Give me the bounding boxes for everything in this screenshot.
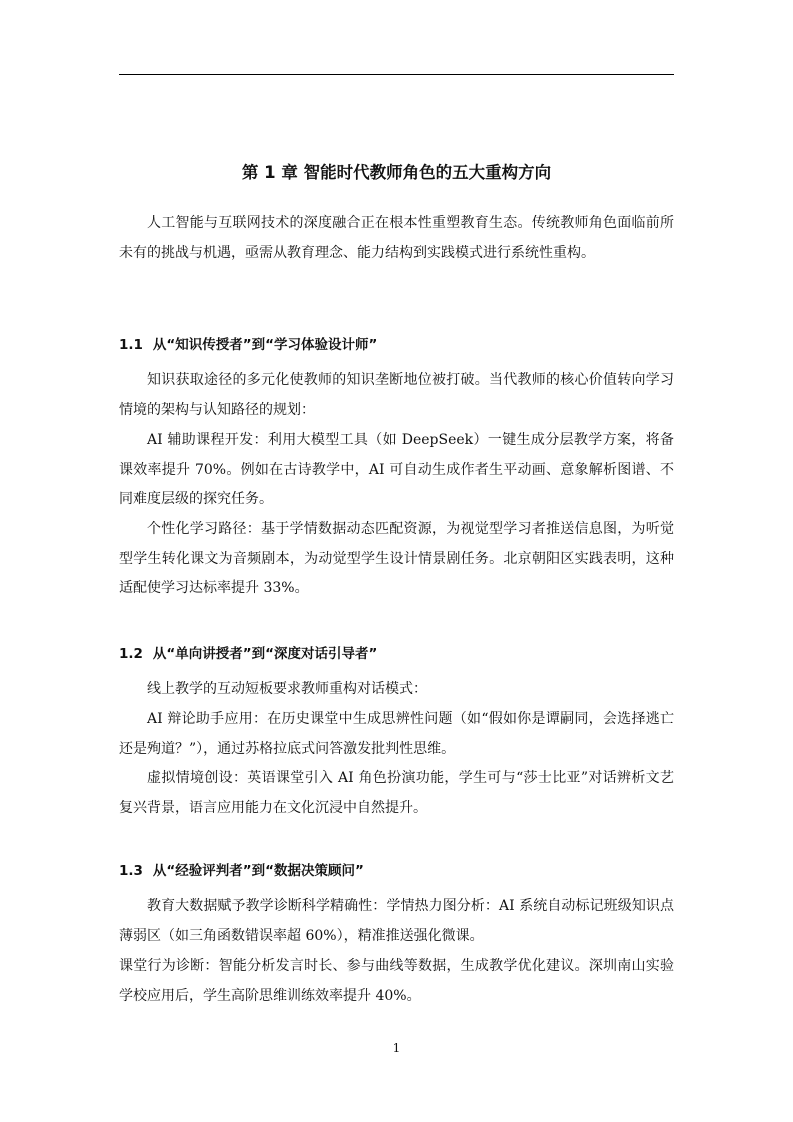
section-heading — [119, 860, 674, 882]
paragraph: 虚拟情境创设：英语课堂引入 AI 角色扮演功能，学生可与“莎士比亚”对话辨析文艺复兴背景，语言应用能力在文化沉浸中自然提升。 — [119, 770, 674, 816]
section-heading — [119, 643, 674, 665]
section-number: 1.2 — [119, 646, 143, 662]
paragraph: 课堂行为诊断：智能分析发言时长、参与曲线等数据，生成教学优化建议。深圳南山实验学校应用后，学生高阶思维训练效率提升 40%。 — [119, 958, 674, 1004]
chapter-intro: 人工智能与互联网技术的深度融合正在根本性重塑教育生态。传统教师角色面临前所未有的挑战与机遇，亟需从教育理念、能力结构到实践模式进行系统性重构。 — [119, 215, 674, 261]
page-number: 1 — [392, 1041, 401, 1055]
section-heading — [119, 334, 674, 356]
section-title: 从“经验评判者”到“数据决策顾问” — [152, 863, 364, 879]
section-number: 1.1 — [119, 337, 143, 353]
chapter-title: 第 1 章 智能时代教师角色的五大重构方向 — [241, 163, 552, 182]
paragraph: 知识获取途径的多元化使教师的知识垄断地位被打破。当代教师的核心价值转向学习情境的架构与认知路径的规划： — [119, 372, 674, 418]
paragraph: 教育大数据赋予教学诊断科学精确性：学情热力图分析：AI 系统自动标记班级知识点薄弱区（如三角函数错误率超 60%），精准推送强化微课。 — [119, 898, 674, 944]
paragraph: AI 辅助课程开发：利用大模型工具（如 DeepSeek）一键生成分层教学方案，将备课效率提升 70%。例如在古诗教学中，AI 可自动生成作者生平动画、意象解析图谱、不同难度层级的探究任务。 — [119, 432, 674, 508]
section-title: 从“单向讲授者”到“深度对话引导者” — [152, 646, 378, 662]
paragraph: 线上教学的互动短板要求教师重构对话模式： — [147, 681, 427, 697]
paragraph: 个性化学习路径：基于学情数据动态匹配资源，为视觉型学习者推送信息图，为听觉型学生转化课文为音频剧本，为动觉型学生设计情景剧任务。北京朝阳区实践表明，这种适配使学习达标率提升 33%。 — [119, 521, 674, 597]
section-title: 从“知识传授者”到“学习体验设计师” — [152, 337, 378, 353]
header-rule — [119, 74, 674, 75]
section-number: 1.3 — [119, 863, 143, 879]
paragraph: AI 辩论助手应用：在历史课堂中生成思辨性问题（如“假如你是谭嗣同，会选择逃亡还是殉道？”），通过苏格拉底式问答激发批判性思维。 — [119, 711, 674, 757]
